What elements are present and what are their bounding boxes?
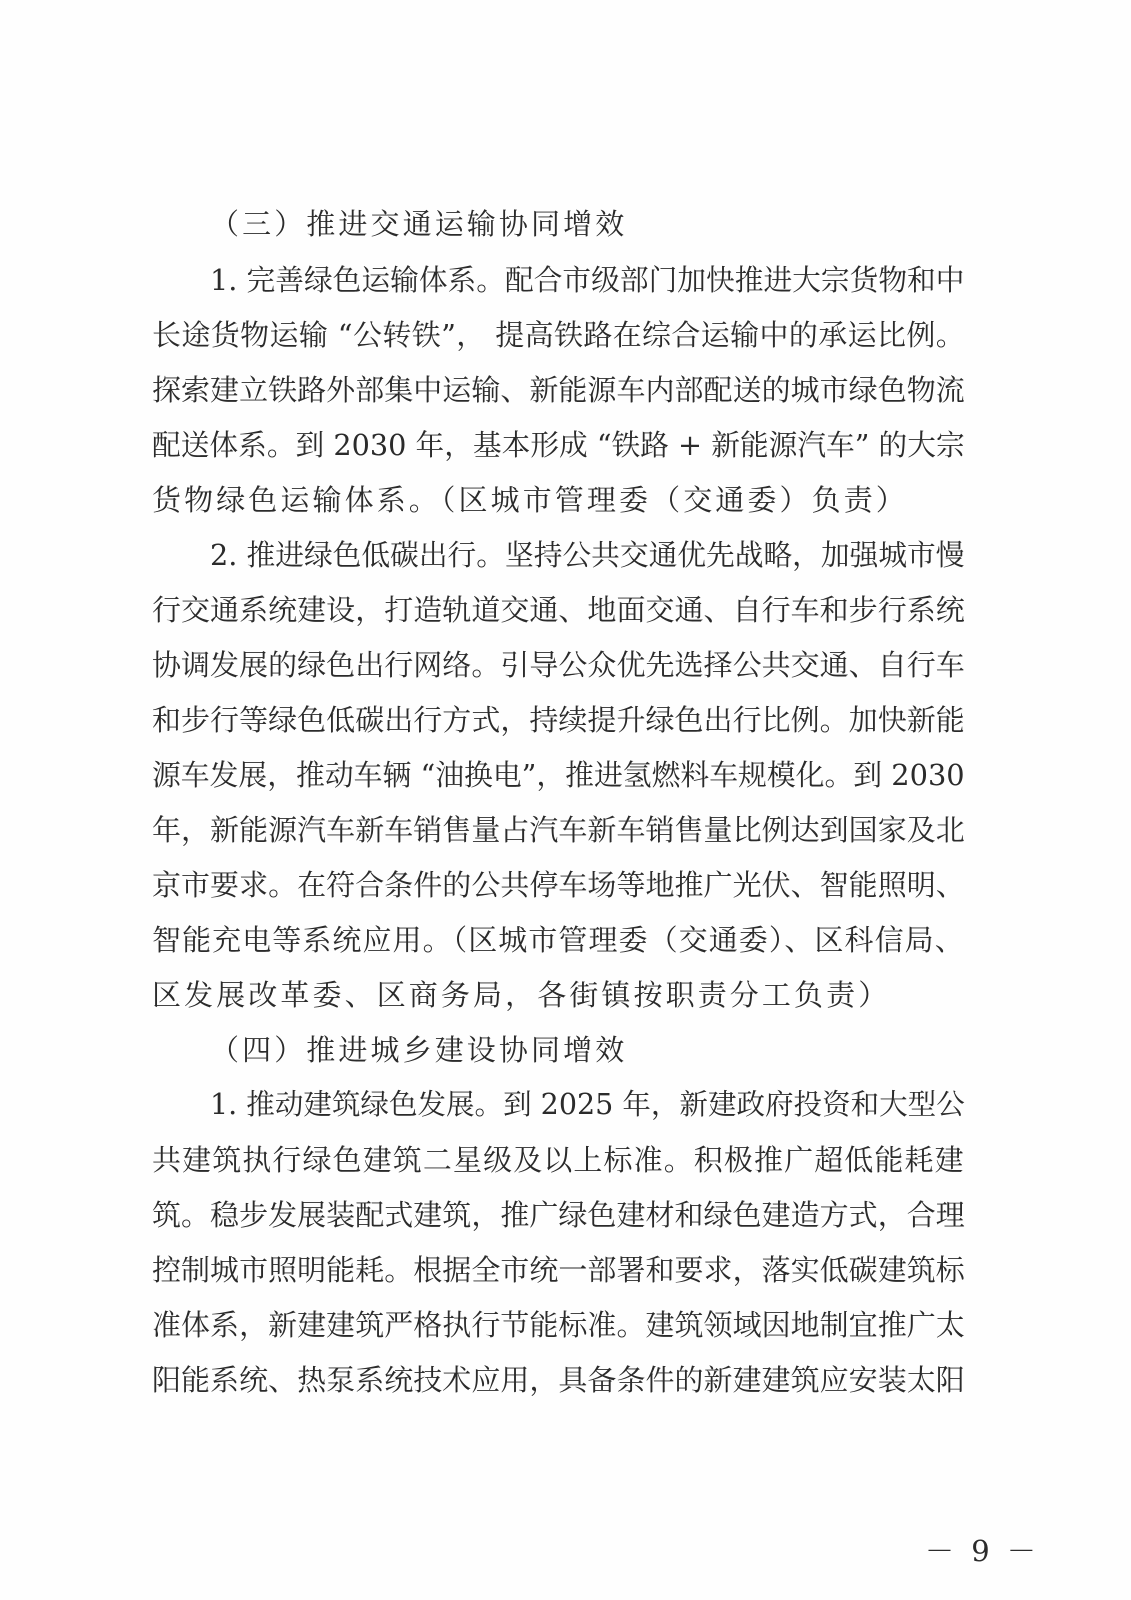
- section-heading-4: （四）推进城乡建设协同增效: [210, 1033, 628, 1067]
- paragraph-line: 行交通系统建设，打造轨道交通、地面交通、自行车和步行系统: [152, 593, 965, 627]
- paragraph-line: 共建筑执行绿色建筑二星级及以上标准。积极推广超低能耗建: [152, 1143, 965, 1177]
- paragraph-line: 1. 完善绿色运输体系。配合市级部门加快推进大宗货物和中: [210, 263, 965, 297]
- paragraph-line: 年，新能源汽车新车销售量占汽车新车销售量比例达到国家及北: [152, 813, 965, 847]
- paragraph-line: 货物绿色运输体系。（区城市管理委（交通委）负责）: [152, 483, 908, 517]
- paragraph-line: 阳能系统、热泵系统技术应用，具备条件的新建建筑应安装太阳: [152, 1363, 965, 1397]
- paragraph-line: 筑。稳步发展装配式建筑，推广绿色建材和绿色建造方式，合理: [152, 1198, 965, 1232]
- paragraph-line: 准体系，新建建筑严格执行节能标准。建筑领域因地制宜推广太: [152, 1308, 965, 1342]
- paragraph-line: 长途货物运输 “公转铁”， 提高铁路在综合运输中的承运比例。: [152, 318, 966, 352]
- page-number: － 9 －: [925, 1534, 1040, 1568]
- paragraph-line: 区发展改革委、区商务局，各街镇按职责分工负责）: [152, 978, 891, 1012]
- paragraph-line: 京市要求。在符合条件的公共停车场等地推广光伏、智能照明、: [152, 868, 965, 902]
- paragraph-line: 配送体系。到 2030 年，基本形成 “铁路 + 新能源汽车” 的大宗: [152, 428, 965, 462]
- paragraph-line: 协调发展的绿色出行网络。引导公众优先选择公共交通、自行车: [152, 648, 965, 682]
- paragraph-line: 和步行等绿色低碳出行方式，持续提升绿色出行比例。加快新能: [152, 703, 965, 737]
- paragraph-line: 探索建立铁路外部集中运输、新能源车内部配送的城市绿色物流: [152, 373, 965, 407]
- paragraph-line: 智能充电等系统应用。（区城市管理委（交通委）、区科信局、: [152, 923, 965, 957]
- paragraph-line: 源车发展，推动车辆 “油换电”，推进氢燃料车规模化。到 2030: [152, 758, 965, 792]
- paragraph-line: 2. 推进绿色低碳出行。坚持公共交通优先战略，加强城市慢: [210, 538, 965, 572]
- section-heading-3: （三）推进交通运输协同增效: [210, 207, 628, 241]
- paragraph-line: 控制城市照明能耗。根据全市统一部署和要求，落实低碳建筑标: [152, 1253, 965, 1287]
- paragraph-line: 1. 推动建筑绿色发展。到 2025 年，新建政府投资和大型公: [210, 1088, 965, 1121]
